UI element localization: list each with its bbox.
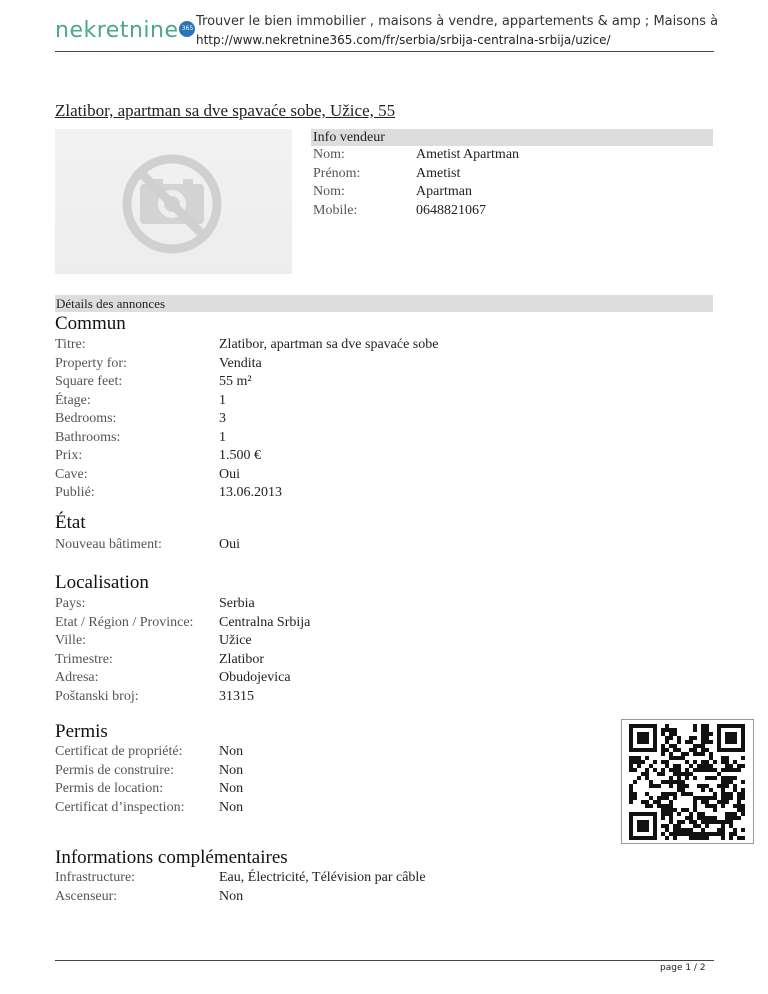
detail-value: Vendita [219, 355, 262, 371]
detail-value: Zlatibor, apartman sa dve spavaće sobe [219, 337, 439, 352]
detail-row [55, 595, 310, 614]
vendor-row [313, 146, 519, 165]
detail-value: 1 [219, 429, 226, 445]
detail-label: Etat / Région / Province: [55, 614, 194, 630]
section-commun-rows [55, 336, 438, 503]
detail-label: Bathrooms: [55, 429, 121, 445]
detail-row [55, 373, 438, 392]
vendor-value: Ametist Apartman [416, 147, 520, 162]
listing-title[interactable]: Zlatibor, apartman sa dve spavaće sobe, Užice, 55 [55, 101, 396, 120]
no-photo-icon [55, 129, 292, 274]
detail-label: Infrastructure: [55, 870, 136, 885]
qr-code[interactable] [621, 719, 754, 844]
detail-row [55, 743, 243, 762]
detail-label: Permis de construire: [55, 762, 174, 778]
detail-label: Cave: [55, 466, 88, 482]
brand-logo[interactable] [55, 18, 195, 43]
detail-value: Centralna Srbija [219, 614, 311, 630]
vendor-row [313, 165, 519, 184]
detail-value: Non [219, 781, 244, 796]
detail-row [55, 888, 426, 907]
detail-label: Ascenseur: [55, 888, 118, 904]
detail-label: Ville: [55, 633, 87, 648]
section-permis-rows [55, 743, 243, 817]
listing-photo [55, 129, 292, 274]
section-etat-rows [55, 536, 240, 555]
detail-value: Obudojevica [219, 670, 291, 685]
detail-value: Oui [219, 537, 240, 552]
detail-label: Certificat de propriété: [55, 744, 183, 759]
vendor-value: Ametist [416, 165, 461, 181]
detail-row [55, 669, 310, 688]
detail-row [55, 355, 438, 374]
header-divider [55, 51, 714, 52]
detail-value: Serbia [219, 596, 255, 611]
detail-value: 31315 [219, 688, 254, 704]
detail-value: Non [219, 744, 244, 759]
detail-label: Nouveau bâtiment: [55, 537, 162, 552]
detail-row [55, 799, 243, 818]
header-url[interactable]: http://www.nekretnine365.com/fr/serbia/srbija-centralna-srbija/uzice/ [196, 33, 611, 47]
detail-label: Pays: [55, 596, 86, 611]
header-title: Trouver le bien immobilier , maisons à vendre, appartements & amp ; Maisons à [196, 14, 719, 29]
page-number: page 1 / 2 [660, 963, 706, 973]
details-bar: Détails des annonces [55, 295, 713, 312]
detail-label: Poštanski broj: [55, 688, 139, 704]
detail-label: Trimestre: [55, 651, 113, 667]
brand-name: nekretnine [55, 18, 179, 43]
brand-badge: 365 [179, 21, 195, 37]
detail-value: Zlatibor [219, 651, 265, 667]
detail-row [55, 536, 240, 555]
detail-row [55, 762, 243, 781]
detail-row [55, 780, 243, 799]
detail-row [55, 392, 438, 411]
qr-code-icon [622, 720, 753, 843]
detail-label: Adresa: [55, 670, 99, 685]
section-title-etat: État [55, 512, 86, 533]
detail-row [55, 651, 310, 670]
vendor-label: Nom: [313, 184, 345, 199]
detail-value: Non [219, 799, 244, 815]
vendor-info-bar: Info vendeur [311, 129, 713, 146]
detail-value: 1.500 € [219, 448, 261, 463]
footer-divider [55, 960, 714, 961]
vendor-label: Mobile: [313, 202, 358, 218]
vendor-info-rows [313, 146, 519, 220]
detail-label: Titre: [55, 337, 86, 352]
detail-value: Užice [219, 633, 252, 648]
section-localisation-rows [55, 595, 310, 706]
vendor-label: Nom: [313, 147, 345, 162]
detail-value: 3 [219, 411, 226, 426]
detail-row [55, 410, 438, 429]
detail-value: 13.06.2013 [219, 485, 282, 500]
detail-label: Publié: [55, 485, 95, 500]
detail-value: Non [219, 762, 244, 778]
detail-row [55, 869, 426, 888]
detail-row [55, 688, 310, 707]
detail-row [55, 336, 438, 355]
detail-value: Non [219, 888, 244, 904]
vendor-value[interactable]: 0648821067 [416, 202, 486, 218]
detail-label: Étage: [55, 392, 91, 408]
detail-value: Oui [219, 466, 240, 482]
section-informations-rows [55, 869, 426, 906]
section-title-permis: Permis [55, 721, 108, 742]
vendor-row [313, 183, 519, 202]
detail-label: Property for: [55, 355, 127, 371]
detail-label: Square feet: [55, 374, 123, 389]
detail-label: Prix: [55, 448, 83, 463]
detail-row [55, 466, 438, 485]
detail-row [55, 484, 438, 503]
detail-row [55, 632, 310, 651]
vendor-label: Prénom: [313, 165, 361, 181]
detail-row [55, 429, 438, 448]
vendor-row [313, 202, 519, 221]
vendor-value: Apartman [416, 184, 472, 199]
detail-value: Eau, Électricité, Télévision par câble [219, 870, 426, 885]
detail-value: 55 m² [219, 374, 252, 389]
detail-row [55, 614, 310, 633]
detail-label: Permis de location: [55, 781, 164, 796]
section-title-localisation: Localisation [55, 572, 149, 593]
detail-label: Certificat d’inspection: [55, 799, 185, 815]
section-title-informations: Informations complémentaires [55, 847, 288, 868]
detail-row [55, 447, 438, 466]
detail-label: Bedrooms: [55, 411, 117, 426]
section-title-commun: Commun [55, 313, 126, 334]
detail-value: 1 [219, 392, 226, 408]
